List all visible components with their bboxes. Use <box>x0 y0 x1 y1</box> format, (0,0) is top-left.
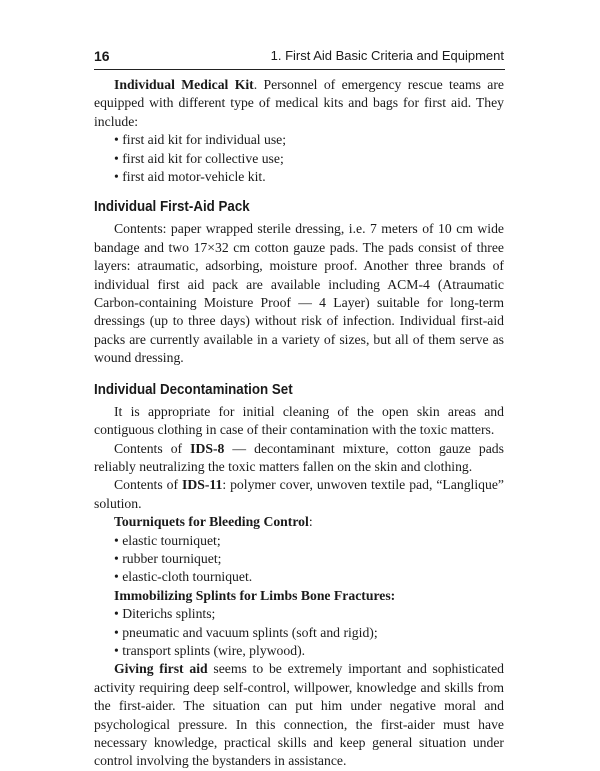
page-body <box>94 76 504 771</box>
section-heading-decon: Individual Decontamination Set <box>94 381 293 398</box>
ids11-paragraph <box>94 476 504 513</box>
tourniquet-list-item: • elastic-cloth tourniquet. <box>114 569 253 585</box>
ids11-label: IDS-11 <box>182 477 223 493</box>
page-number: 16 <box>94 48 110 64</box>
decon-paragraph: It is appropriate for initial cleaning of the open skin areas and contiguous clothing in case of their contamination with the toxic matters. <box>94 403 504 438</box>
kit-list-item: • first aid kit for collective use; <box>114 150 284 166</box>
giving-text: seems to be extremely important and sophisticated activity requiring deep self-control, willpower, knowledge and skills from the first-aider. The situation can put him under negative moral and psychological pressure. In this connection, the first-aider must have necessary knowledge, practical skills and keep general situation under control involving the bystanders in assistance. <box>94 661 505 769</box>
section-heading-pack: Individual First-Aid Pack <box>94 199 250 216</box>
kit-text: . Personnel of emergency rescue teams are equipped with different type of medical kits and bags for first aid. They include: <box>94 77 504 129</box>
header-rule <box>94 69 505 70</box>
tourniquets-colon: : <box>308 514 313 530</box>
tourniquet-list-item: • rubber tourniquet; <box>114 550 222 566</box>
ids8-prefix: Contents of <box>114 440 191 456</box>
kit-paragraph <box>94 76 504 131</box>
kit-list-item: • first aid kit for individual use; <box>114 132 287 148</box>
splint-list-item: • pneumatic and vacuum splints (soft and rigid); <box>114 624 378 640</box>
kit-lead: Individual Medical Kit <box>114 77 254 92</box>
tourniquets-lead: Tourniquets for Bleeding Control <box>114 514 309 530</box>
running-header <box>94 44 504 68</box>
ids8-paragraph <box>94 440 504 477</box>
tourniquet-list-item: • elastic tourniquet; <box>114 532 221 548</box>
ids11-text: : polymer cover, unwoven textile pad, “Langlique” solution. <box>94 477 504 511</box>
giving-paragraph <box>94 660 504 770</box>
running-title: 1. First Aid Basic Criteria and Equipment <box>270 48 504 63</box>
ids11-prefix: Contents of <box>114 477 182 493</box>
splints-heading <box>94 587 504 605</box>
tourniquets-heading <box>94 513 504 531</box>
giving-lead: Giving first aid <box>114 661 208 677</box>
splint-list-item: • Diterichs splints; <box>114 606 216 622</box>
ids8-label: IDS-8 <box>190 440 225 456</box>
pack-paragraph: Contents: paper wrapped sterile dressing, i.e. 7 meters of 10 cm wide bandage and two 17×32 cm cotton gauze pads. The pads consist of three layers: atraumatic, adsorbing, moisture proof. Another three brands of individual first aid pack are available including ACM-4 (Atraumatic Carbon-containing Moisture Proof — 4 Layer) suitable for long-term dressings (up to three days) without risk of infection. Individual first-aid packs are currently available in a variety of sizes, but all of them serve as wound dressing. <box>94 221 504 366</box>
splints-lead: Immobilizing Splints for Limbs Bone Fractures: <box>114 587 396 603</box>
ids8-text: — decontaminant mixture, cotton gauze pads reliably neutralizing the toxic matters fallen on the skin and clothing. <box>94 440 504 474</box>
splint-list-item: • transport splints (wire, plywood). <box>114 642 306 658</box>
kit-list-item: • first aid motor-vehicle kit. <box>114 169 266 185</box>
